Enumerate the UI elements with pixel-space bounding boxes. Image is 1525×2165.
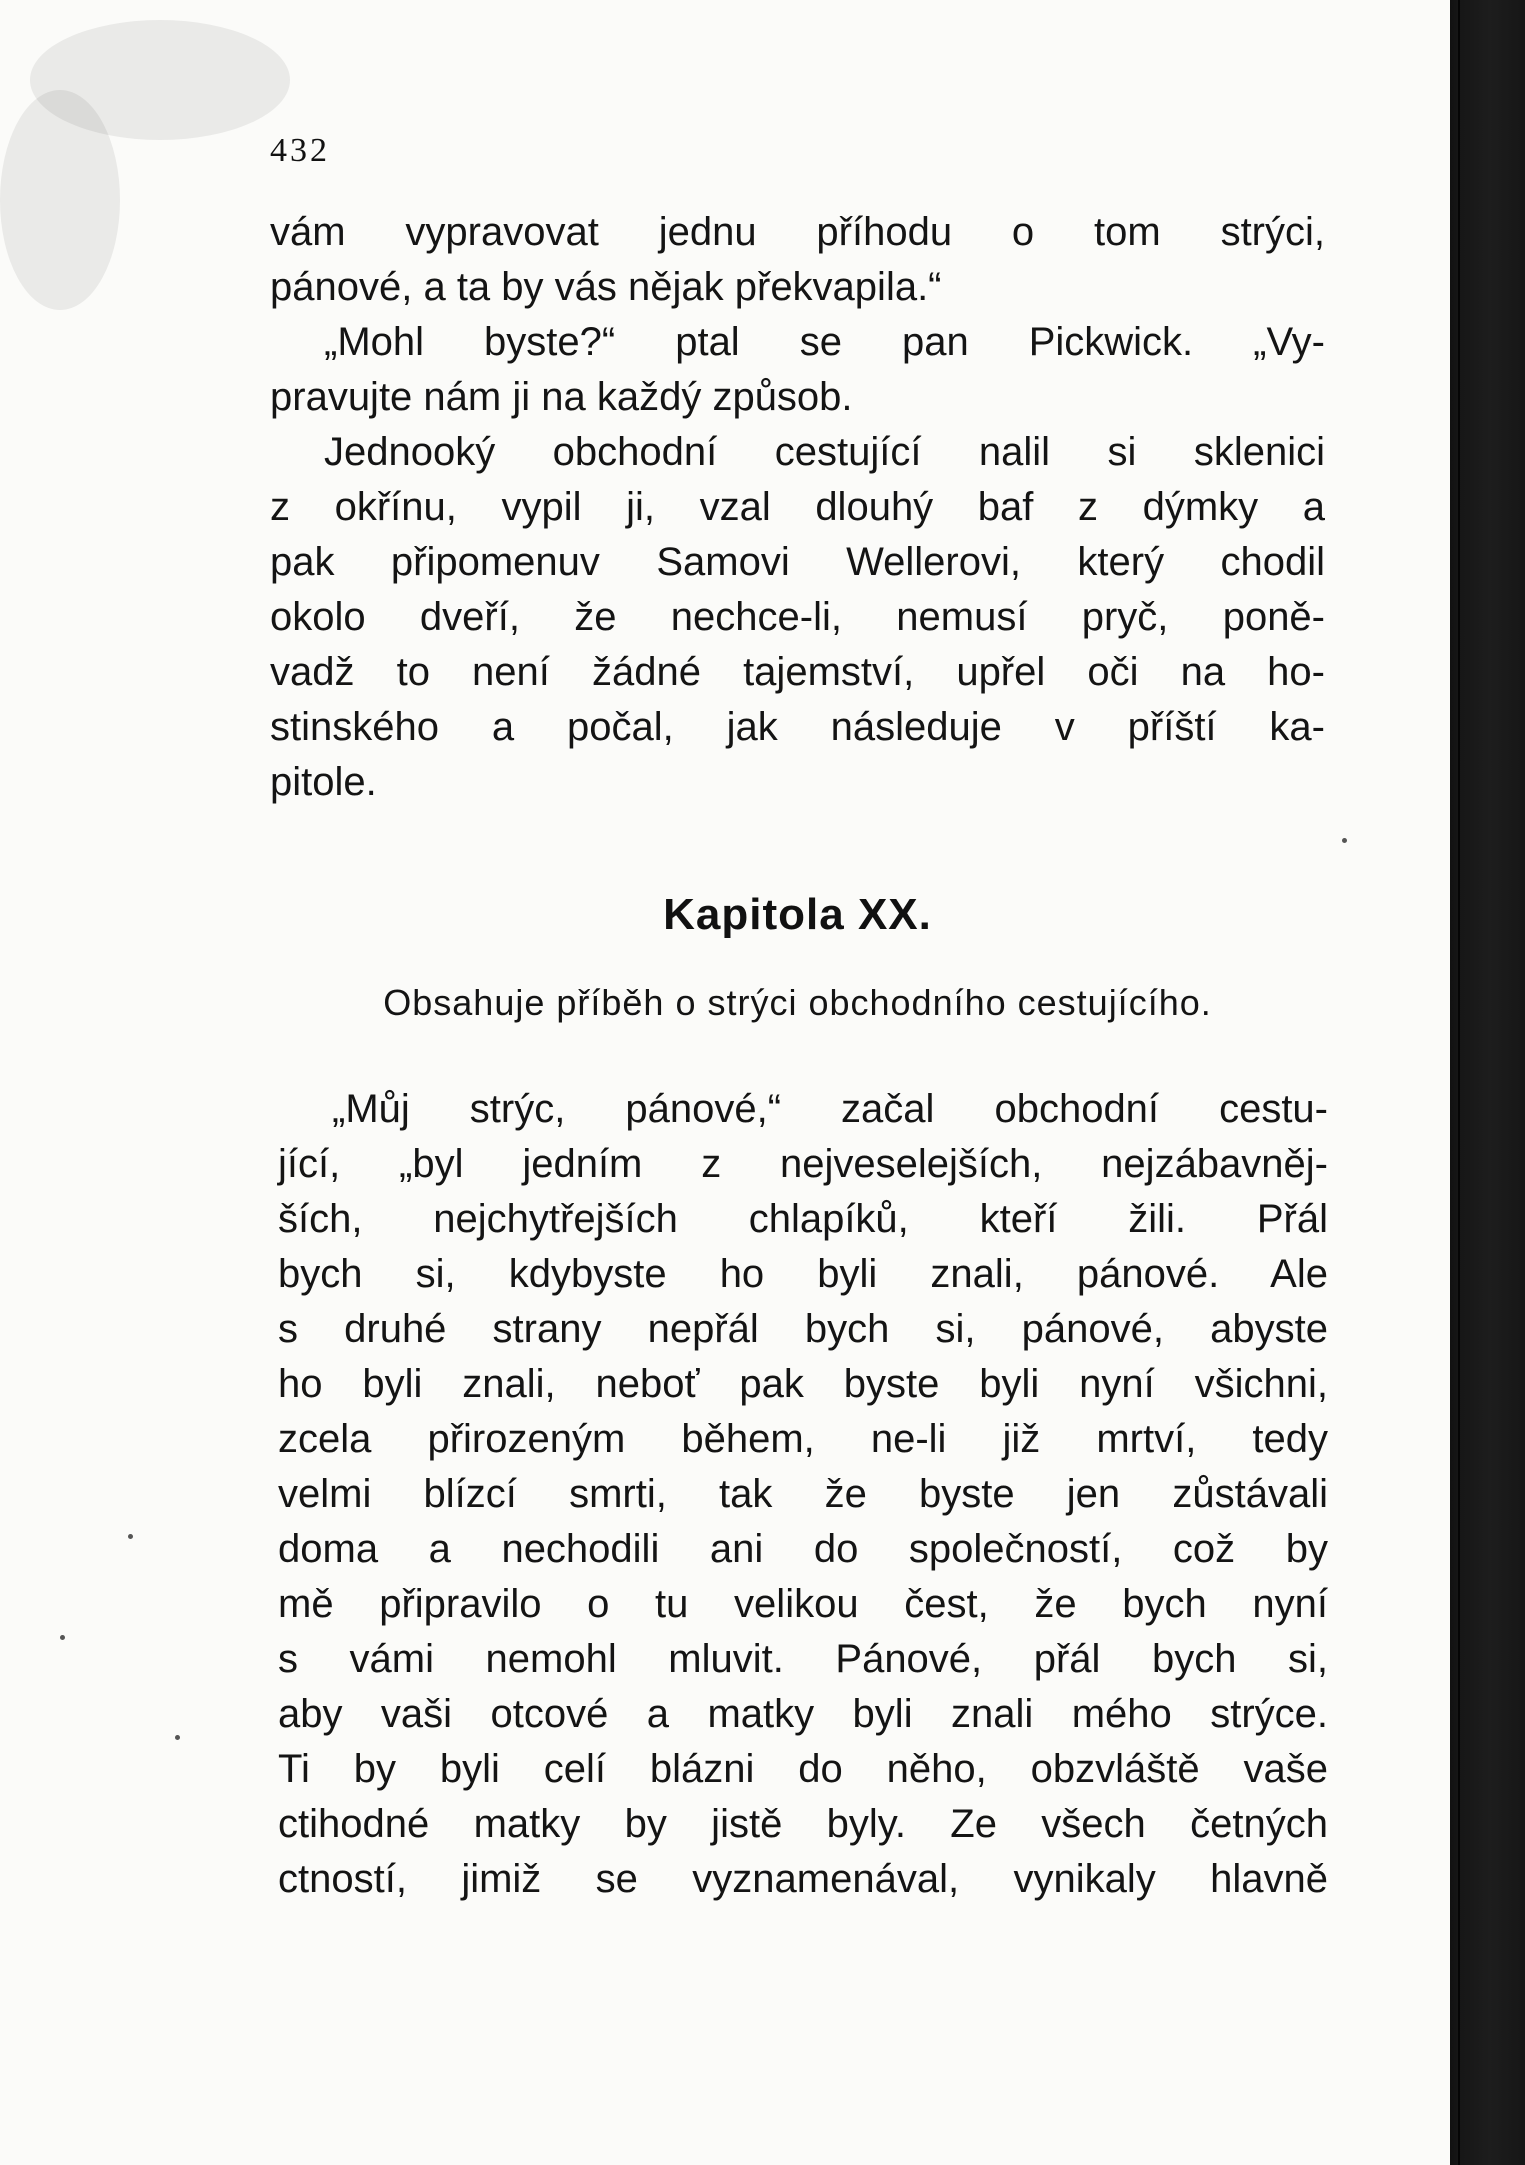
text-line: z okřínu, vypil ji, vzal dlouhý baf z dýmky a	[270, 485, 1325, 529]
scanner-edge	[1450, 0, 1525, 2165]
scan-speck	[128, 1534, 133, 1539]
text-line: stinského a počal, jak následuje v příští ka-	[270, 705, 1325, 749]
text-line: pitole.	[270, 760, 377, 804]
text-line: bych si, kdybyste ho byli znali, pánové. Ale	[278, 1252, 1328, 1296]
text-line: ších, nejchytřejších chlapíků, kteří žili. Přál	[278, 1197, 1328, 1241]
text-line: pánové, a ta by vás nějak překvapila.“	[270, 265, 942, 309]
chapter-title: Kapitola XX.	[663, 890, 932, 939]
text-line: velmi blízcí smrti, tak že byste jen zůstávali	[278, 1472, 1328, 1516]
text-line: ctností, jimiž se vyznamenával, vynikaly hlavně	[278, 1857, 1328, 1901]
text-line: okolo dveří, že nechce-li, nemusí pryč, poně-	[270, 595, 1325, 639]
text-line: „Mohl byste?“ ptal se pan Pickwick. „Vy-	[324, 320, 1325, 364]
scan-speck	[1342, 838, 1347, 843]
text-line: pak připomenuv Samovi Wellerovi, který chodil	[270, 540, 1325, 584]
text-line: ho byli znali, neboť pak byste byli nyní všichni,	[278, 1362, 1328, 1406]
chapter-subtitle: Obsahuje příběh o strýci obchodního cestujícího.	[383, 982, 1212, 1023]
text-line: vadž to není žádné tajemství, upřel oči na ho-	[270, 650, 1325, 694]
text-line: aby vaši otcové a matky byli znali mého strýce.	[278, 1692, 1328, 1736]
text-line: zcela přirozeným během, ne-li již mrtví, tedy	[278, 1417, 1328, 1461]
scan-speck	[60, 1635, 65, 1640]
scan-speck	[175, 1735, 180, 1740]
text-line: vám vypravovat jednu příhodu o tom strýci,	[270, 210, 1325, 254]
text-line: doma a nechodili ani do společností, což by	[278, 1527, 1328, 1571]
text-line: „Můj strýc, pánové,“ začal obchodní cestu-	[332, 1087, 1328, 1131]
text-line: pravujte nám ji na každý způsob.	[270, 375, 853, 419]
scan-smudge	[0, 90, 120, 310]
text-line: Ti by byli celí blázni do něho, obzvláště vaše	[278, 1747, 1328, 1791]
text-line: s druhé strany nepřál bych si, pánové, abyste	[278, 1307, 1328, 1351]
text-line: ctihodné matky by jistě byly. Ze všech četných	[278, 1802, 1328, 1846]
body-text-bottom	[278, 1082, 1328, 1907]
page-number: 432	[270, 132, 330, 169]
text-line: Jednooký obchodní cestující nalil si sklenici	[324, 430, 1325, 474]
text-line: mě připravilo o tu velikou čest, že bych nyní	[278, 1582, 1328, 1626]
text-line: jící, „byl jedním z nejveselejších, nejzábavněj-	[278, 1142, 1328, 1186]
text-line: s vámi nemohl mluvit. Pánové, přál bych si,	[278, 1637, 1328, 1681]
body-text-top	[270, 205, 1325, 810]
